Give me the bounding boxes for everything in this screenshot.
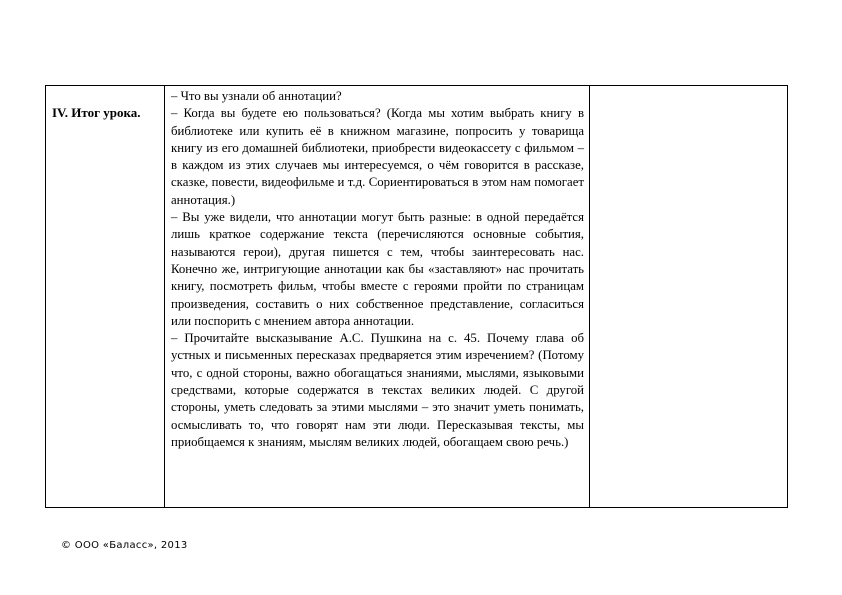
stage-cell [46, 86, 165, 507]
paragraph-pushkin-quote: – Прочитайте высказывание А.С. Пушкина на с. 45. Почему глава об устных и письменных пересказах предваряется этим изречением? (Потому что, с одной стороны, важно обогащаться знаниями, мыслями, языковыми средствами, которые содержатся в текстах великих людей. С другой стороны, уметь следовать за этими мыслями – это значит уметь понимать, осмысливать то, что говорят нам эти люди. Пересказывая тексты, мы приобщаемся к знаниям, мыслям великих людей, обогащаем свою речь.) [171, 331, 584, 449]
paragraph-question-when-use: – Когда вы будете ею пользоваться? (Когда мы хотим выбрать книгу в библиотеке или купить её в книжном магазине, попросить у товарища книгу из его домашней библиотеки, приобрести видеокассету с фильмом – в каждом из этих случаев мы интересуемся, о чём говорится в рассказе, сказке, повести, видеофильме и т.д. Сориентироваться в этом нам помогает аннотация.) [171, 106, 584, 207]
lesson-table [45, 85, 788, 508]
content-cell [165, 86, 590, 507]
stage-title: IV. Итог урока. [52, 105, 141, 120]
copyright-footer: © ООО «Баласс», 2013 [61, 540, 188, 551]
paragraph-question-what-learned: – Что вы узнали об аннотации? [171, 89, 342, 103]
notes-cell [590, 86, 787, 507]
paragraph-annotation-types: – Вы уже видели, что аннотации могут быть разные: в одной передаётся лишь краткое содержание текста (перечисляются основные события, называются герои), другая пишется с тем, чтобы заинтересовать нас. Конечно же, интригующие аннотации как бы «заставляют» нас прочитать книгу, посмотреть фильм, чтобы вместе с героями пройти по страницам произведения, составить о них собственное представление, согласиться или поспорить с мнением автора аннотации. [171, 210, 584, 328]
